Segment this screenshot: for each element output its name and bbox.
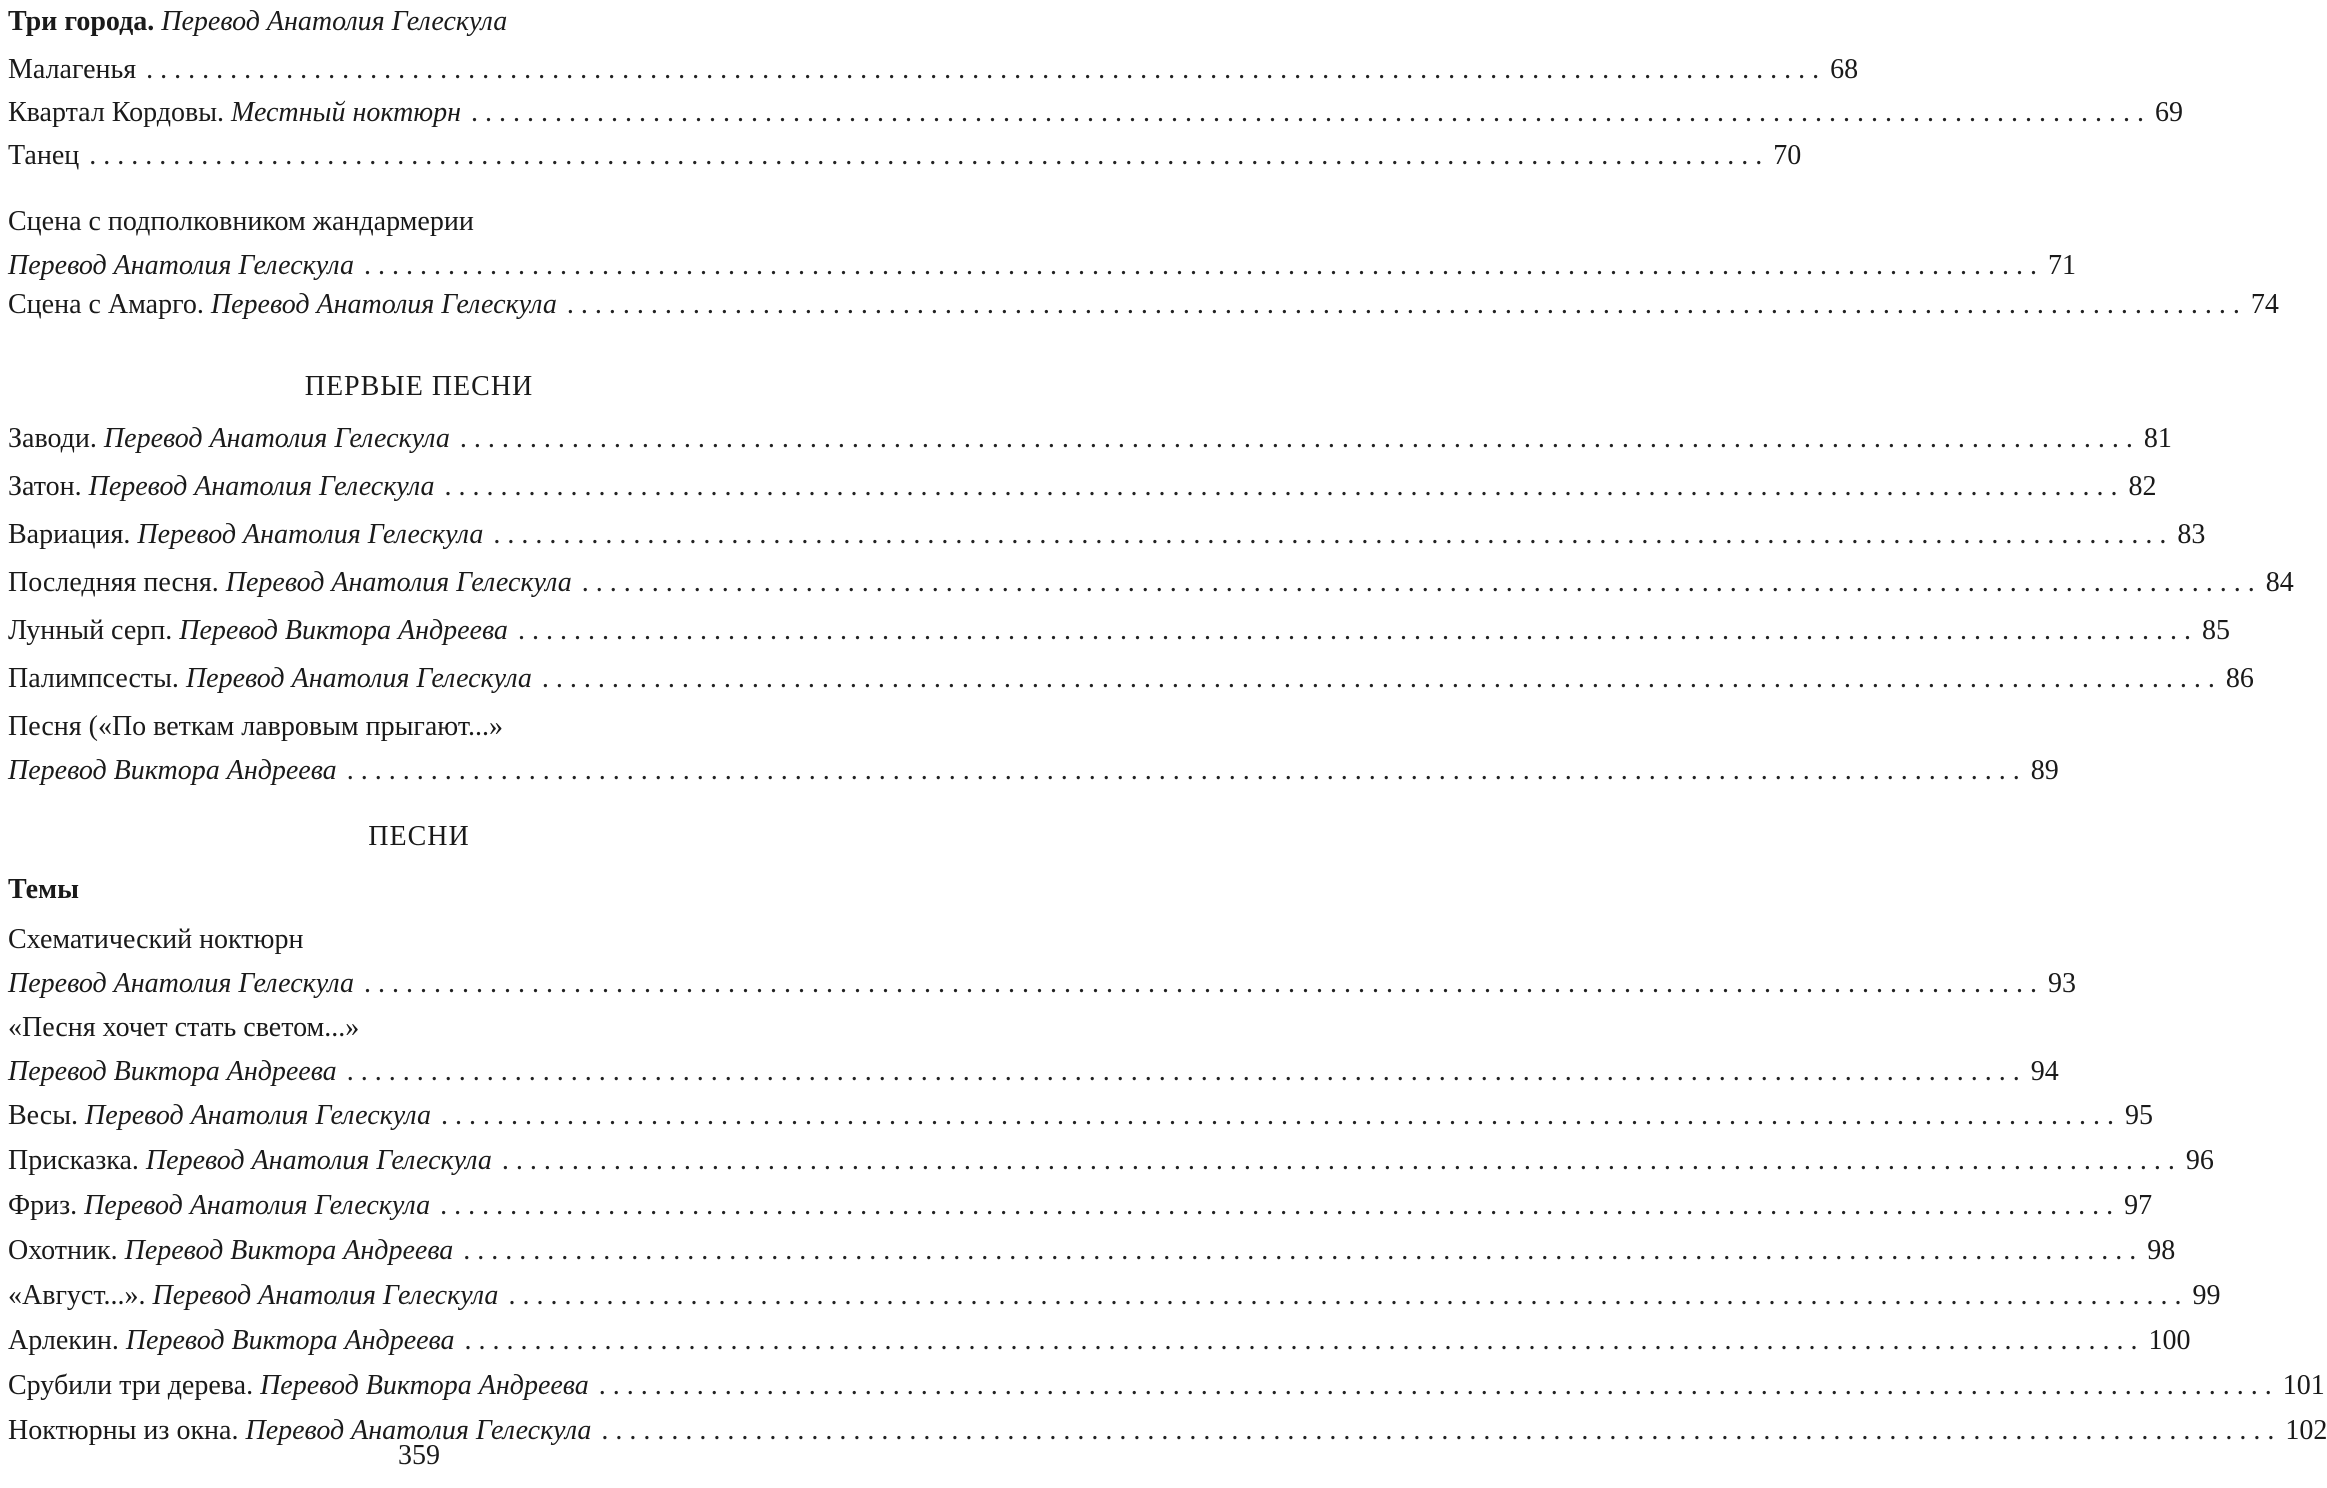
- entry-title: Схематический ноктюрн: [8, 924, 304, 955]
- leader-dots: ........................................................................................................................: [581, 567, 2262, 598]
- toc-entry-two-line[interactable]: [8, 918, 2076, 1006]
- toc-entry[interactable]: [8, 283, 2279, 327]
- entry-title-group: [8, 1050, 337, 1094]
- entry-line: [8, 465, 2157, 509]
- entry-separator: [219, 567, 226, 598]
- page-number: 68: [1830, 54, 1859, 85]
- leader-dots: ........................................................................................................................: [146, 54, 1827, 85]
- page-number: 84: [2265, 567, 2294, 598]
- leader-dots: ........................................................................................................................: [463, 1235, 2144, 1266]
- entry-translator: Перевод Анатолия Гелескула: [245, 1415, 592, 1446]
- section-heading: [8, 365, 830, 409]
- page-number: 89: [2030, 755, 2059, 786]
- entry-translator: Перевод Виктора Андреева: [8, 1056, 337, 1087]
- leader-dots: ........................................................................................................................: [363, 250, 2044, 281]
- page-number: 102: [2285, 1415, 2327, 1446]
- page-number: 81: [2143, 423, 2172, 454]
- entry-title: Затон.: [8, 471, 82, 502]
- entry-translator: Перевод Анатолия Гелескула: [210, 289, 557, 320]
- entry-translator: Перевод Анатолия Гелескула: [88, 471, 435, 502]
- subsection-title: Темы: [8, 874, 79, 905]
- leader-dots: ........................................................................................................................: [566, 289, 2247, 320]
- entry-translator: Перевод Анатолия Гелескула: [185, 663, 532, 694]
- entry-line: [8, 1364, 2325, 1408]
- entry-list: [8, 48, 1859, 92]
- leader-dots: ........................................................................................................................: [601, 1415, 2282, 1446]
- entry-title: Охотник.: [8, 1235, 118, 1266]
- entry-line: [8, 657, 2254, 701]
- toc-entry[interactable]: [8, 134, 1802, 178]
- entry-title-line: [8, 918, 830, 962]
- entry-title-line: [8, 200, 830, 244]
- section-title: ПЕСНИ: [368, 821, 470, 852]
- leader-dots: ........................................................................................................................: [517, 615, 2198, 646]
- entry-list: [8, 134, 1802, 178]
- entry-title: Квартал Кордовы.: [8, 97, 225, 128]
- leader-dots: ........................................................................................................................: [441, 1100, 2121, 1131]
- leader-dots: ........................................................................................................................: [459, 423, 2140, 454]
- entry-title-group: [8, 465, 435, 509]
- page-number: 69: [2154, 97, 2183, 128]
- leader-dots: ........................................................................................................................: [346, 1056, 2027, 1087]
- entry-translator: Перевод Анатолия Гелескула: [145, 1145, 492, 1176]
- entry-title-group: [8, 513, 483, 557]
- leader-dots: ........................................................................................................................: [501, 1145, 2182, 1176]
- entry-line: [8, 1319, 2191, 1363]
- leader-dots: ........................................................................................................................: [363, 968, 2044, 999]
- toc-entry[interactable]: [8, 91, 2183, 135]
- page-number: 98: [2147, 1235, 2176, 1266]
- leader-dots: ........................................................................................................................: [346, 755, 2027, 786]
- toc-entry[interactable]: [8, 1274, 2221, 1318]
- entry-translator: Перевод Анатолия Гелескула: [103, 423, 450, 454]
- leader-dots: ........................................................................................................................: [598, 1370, 2279, 1401]
- group-heading-title: Три города.: [8, 6, 155, 37]
- group-heading-translator: Перевод Анатолия Гелескула: [161, 6, 508, 37]
- page-number: 93: [2047, 968, 2076, 999]
- entry-title: Палимпсесты.: [8, 663, 179, 694]
- entry-separator: [97, 423, 104, 454]
- entry-title: Присказка.: [8, 1145, 139, 1176]
- entry-line: [8, 561, 2294, 605]
- leader-dots: ........................................................................................................................: [541, 663, 2222, 694]
- toc-entry[interactable]: [8, 513, 2206, 557]
- entry-translator: Перевод Анатолия Гелескула: [152, 1280, 499, 1311]
- entry-translator: Перевод Анатолия Гелескула: [85, 1100, 431, 1131]
- entry-translator: Перевод Виктора Андреева: [260, 1370, 589, 1401]
- leader-dots: ........................................................................................................................: [508, 1280, 2189, 1311]
- leader-dots: ........................................................................................................................: [470, 97, 2151, 128]
- entry-translator: Перевод Анатолия Гелескула: [8, 250, 354, 281]
- entry-title: Танец: [8, 140, 80, 171]
- page-number: 97: [2124, 1190, 2153, 1221]
- entry-translator-line: [8, 962, 2076, 1006]
- entry-title: Сцена с подполковником жандармерии: [8, 206, 474, 237]
- entry-translator: Перевод Виктора Андреева: [124, 1235, 454, 1266]
- leader-dots: ........................................................................................................................: [444, 471, 2125, 502]
- leader-dots: ........................................................................................................................: [493, 519, 2174, 550]
- toc-entry-two-line[interactable]: [8, 705, 2059, 793]
- entry-translator: Перевод Анатолия Гелескула: [225, 567, 572, 598]
- page-number: 101: [2282, 1370, 2325, 1401]
- entry-title: Лунный серп.: [8, 615, 173, 646]
- page-number: 71: [2047, 250, 2076, 281]
- toc-entry[interactable]: [8, 1139, 2214, 1183]
- entry-title: Весы.: [8, 1100, 79, 1131]
- page-number: 83: [2177, 519, 2206, 550]
- entry-title: Заводи.: [8, 423, 97, 454]
- entry-title-group: [8, 1139, 492, 1183]
- section-title: ПЕРВЫЕ ПЕСНИ: [304, 371, 534, 402]
- toc-entry[interactable]: [8, 1364, 2325, 1408]
- entry-title: «Август...».: [8, 1280, 146, 1311]
- leader-dots: ........................................................................................................................: [89, 140, 1770, 171]
- entry-title: Арлекин.: [8, 1325, 119, 1356]
- entry-translator: Перевод Виктора Андреева: [125, 1325, 455, 1356]
- entry-separator: [78, 1100, 85, 1131]
- page-number: 96: [2185, 1145, 2214, 1176]
- group-heading: [8, 0, 830, 44]
- page-number: 70: [1773, 140, 1802, 171]
- entry-list: [8, 283, 2279, 327]
- entry-translator: Перевод Анатолия Гелескула: [84, 1190, 431, 1221]
- toc-entry[interactable]: [8, 1184, 2153, 1228]
- entry-line: [8, 1274, 2221, 1318]
- toc-entry-two-line[interactable]: [8, 200, 2076, 288]
- page-number: 100: [2148, 1325, 2191, 1356]
- entry-title-group: [8, 657, 532, 701]
- entry-title: Малагенья: [8, 54, 137, 85]
- leader-dots: ........................................................................................................................: [464, 1325, 2145, 1356]
- entry-translator: Перевод Виктора Андреева: [8, 755, 337, 786]
- entry-title: Ноктюрны из окна.: [8, 1415, 239, 1446]
- entry-title-group: [8, 1319, 455, 1363]
- entry-title: Фриз.: [8, 1190, 78, 1221]
- entry-line: [8, 1094, 2153, 1138]
- entry-separator: [118, 1235, 125, 1266]
- entry-line: [8, 1139, 2214, 1183]
- toc-entry[interactable]: [8, 417, 2172, 461]
- entry-title-line: [8, 705, 830, 749]
- entry-title-group: [8, 1229, 453, 1273]
- page-footer: [8, 1434, 830, 1478]
- entry-line: [8, 417, 2172, 461]
- page-number: 85: [2201, 615, 2230, 646]
- group-three-cities: [8, 0, 830, 44]
- entry-separator: [179, 663, 186, 694]
- entry-title-group: [8, 1184, 430, 1228]
- toc-entry[interactable]: [8, 561, 2294, 605]
- entry-translator-line: [8, 244, 2076, 288]
- page-number: 95: [2125, 1100, 2153, 1131]
- entry-line: [8, 609, 2230, 653]
- entry-translator: Перевод Анатолия Гелескула: [8, 968, 354, 999]
- entry-translator: Местный ноктюрн: [231, 97, 461, 128]
- toc-entry-two-line[interactable]: [8, 1006, 2059, 1094]
- entry-translator: Перевод Виктора Андреева: [179, 615, 508, 646]
- entry-separator: [139, 1145, 146, 1176]
- entry-line: [8, 1184, 2153, 1228]
- entry-title: Срубили три дерева.: [8, 1370, 254, 1401]
- entry-title-group: [8, 417, 450, 461]
- page-number: 74: [2250, 289, 2279, 320]
- entry-title: «Песня хочет стать светом...»: [8, 1012, 360, 1043]
- entry-separator: [119, 1325, 126, 1356]
- folio-number: 359: [398, 1440, 440, 1471]
- entry-title: Вариация.: [8, 519, 131, 550]
- entry-line: [8, 513, 2206, 557]
- toc-entry[interactable]: [8, 465, 2157, 509]
- toc-entry[interactable]: [8, 1229, 2176, 1273]
- entry-title: Песня («По веткам лавровым прыгают...»: [8, 711, 503, 742]
- subsection-heading: [8, 868, 830, 912]
- page-number: 82: [2128, 471, 2157, 502]
- entry-title-group: [8, 962, 354, 1006]
- page-number: 99: [2192, 1280, 2221, 1311]
- entry-title-group: [8, 749, 337, 793]
- entry-translator: Перевод Анатолия Гелескула: [137, 519, 484, 550]
- section-heading: [8, 815, 830, 859]
- toc-entry[interactable]: [8, 1319, 2191, 1363]
- entry-line: [8, 1229, 2176, 1273]
- entry-title-group: [8, 1274, 498, 1318]
- toc-entry[interactable]: [8, 609, 2230, 653]
- toc-entry[interactable]: [8, 657, 2254, 701]
- page-number: 94: [2030, 1056, 2059, 1087]
- entry-title-group: [8, 561, 572, 605]
- entry-translator-line: [8, 749, 2059, 793]
- toc-entry[interactable]: [8, 1094, 2153, 1138]
- entry-title: Последняя песня.: [8, 567, 219, 598]
- entry-title-group: [8, 609, 508, 653]
- entry-translator-line: [8, 1050, 2059, 1094]
- toc-entry[interactable]: [8, 48, 1859, 92]
- entry-title-group: [8, 1364, 589, 1408]
- entry-title-group: [8, 1094, 431, 1138]
- entry-title-line: [8, 1006, 830, 1050]
- leader-dots: ........................................................................................................................: [440, 1190, 2121, 1221]
- page-number: 86: [2225, 663, 2254, 694]
- entry-separator: [82, 471, 89, 502]
- entry-title: Сцена с Амарго.: [8, 289, 204, 320]
- entry-list: [8, 91, 2183, 135]
